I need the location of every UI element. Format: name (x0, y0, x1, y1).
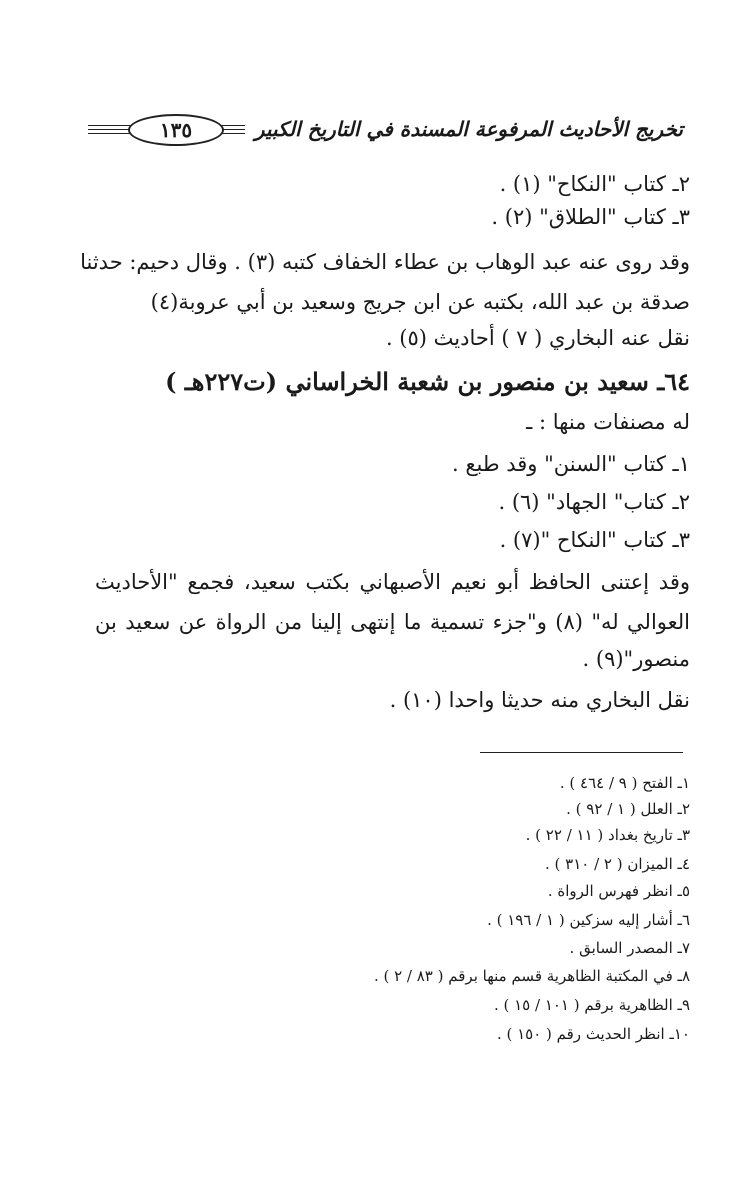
body-line: العوالي له" (٨) و"جزء تسمية ما إنتهى إلينا من الرواة عن سعيد بن (95, 610, 691, 634)
body-line: منصور"(٩) . (582, 647, 690, 671)
footnote: ١ـ الفتح ( ٩ / ٤٦٤ ) . (559, 774, 690, 792)
footnote-separator (480, 752, 683, 753)
body-line: صدقة بن عبد الله، بكتبه عن ابن جريج وسعيد بن أبي عروبة(٤) (150, 290, 690, 314)
footnote: ٥ـ انظر فهرس الرواة . (547, 882, 690, 900)
footnote: ٦ـ أشار إليه سزكين ( ١ / ١٩٦ ) . (487, 911, 690, 929)
footnote: ٨ـ في المكتبة الظاهرية قسم منها برقم ( ٨٣ / ٢ ) . (373, 967, 690, 985)
footnote: ٣ـ تاريخ بغداد ( ١١ / ٢٢ ) . (525, 826, 690, 844)
body-line: له مصنفات منها : ـ (526, 410, 690, 434)
body-line: ٢ـ كتاب "النكاح" (١) . (499, 172, 690, 196)
running-title: تخريج الأحاديث المرفوعة المسندة في التاريخ الكبير (245, 112, 683, 146)
section-heading: ٦٤ـ سعيد بن منصور بن شعبة الخراساني (ت٢٢٧هـ ) (165, 367, 690, 396)
running-header (88, 112, 683, 148)
body-line: ٢ـ كتاب" الجهاد" (٦) . (498, 490, 690, 514)
footnote: ٢ـ العلل ( ١ / ٩٢ ) . (566, 800, 690, 818)
body-line: ٣ـ كتاب "النكاح "(٧) . (499, 528, 690, 552)
body-line: وقد إعتنى الحافظ أبو نعيم الأصبهاني بكتب سعيد، فجمع "الأحاديث (95, 570, 690, 594)
body-line: نقل البخاري منه حديثا واحدا (١٠) . (389, 688, 690, 712)
page-number: ١٣٥ (128, 114, 224, 146)
footnote: ١٠ـ انظر الحديث رقم ( ١٥٠ ) . (496, 1025, 690, 1043)
footnote: ٤ـ الميزان ( ٢ / ٣١٠ ) . (545, 855, 690, 873)
footnote: ٧ـ المصدر السابق . (569, 939, 690, 957)
body-line: ٣ـ كتاب "الطلاق" (٢) . (491, 205, 690, 229)
body-line: وقد روى عنه عبد الوهاب بن عطاء الخفاف كتبه (٣) . وقال دحيم: حدثنا (80, 250, 690, 274)
body-line: ١ـ كتاب "السنن" وقد طبع . (451, 452, 690, 476)
body-line: نقل عنه البخاري ( ٧ ) أحاديث (٥) . (385, 326, 690, 350)
footnote: ٩ـ الظاهرية برقم ( ١٠١ / ١٥ ) . (493, 996, 690, 1014)
